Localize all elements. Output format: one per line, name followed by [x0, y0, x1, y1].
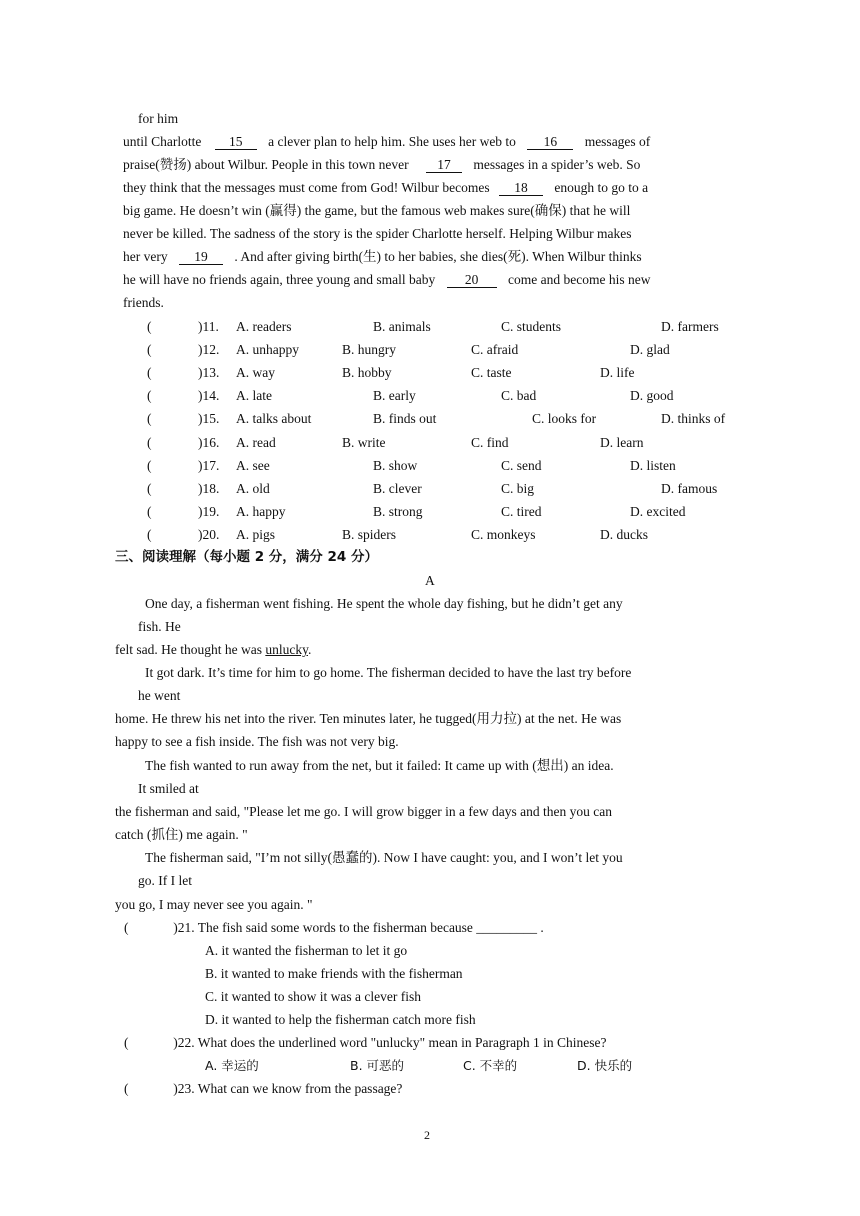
cloze-text: her very — [123, 249, 168, 264]
option-b: B. strong — [373, 503, 423, 519]
cloze-question-row — [0, 480, 860, 498]
cloze-question-row — [0, 387, 860, 405]
option-a: A. it wanted the fisherman to let it go — [205, 943, 408, 958]
question-number: )17. — [198, 457, 220, 473]
question-22 — [124, 1034, 607, 1052]
question-21 — [124, 919, 544, 937]
question-number: )19. — [198, 503, 220, 519]
option-a: A. happy — [236, 503, 286, 519]
cloze-line: never be killed. The sadness of the story is the spider Charlotte herself. Helping Wilbur makes — [123, 226, 632, 241]
passage-text: . — [307, 642, 312, 657]
option-d: D. 快乐的 — [577, 1058, 633, 1073]
option-c: C. bad — [501, 388, 537, 404]
passage-line: The fish wanted to run away from the net, but it failed: It came up with (想出) an idea. — [145, 758, 614, 773]
option-b: B. show — [373, 457, 418, 473]
option-a: A. readers — [236, 319, 292, 334]
underlined-word: unlucky — [265, 642, 308, 657]
passage-line: One day, a fisherman went fishing. He spent the whole day fishing, but he didn’t get any — [145, 596, 623, 611]
option-b: B. hungry — [342, 342, 396, 358]
option-d: D. life — [600, 365, 635, 381]
option-b: B. animals — [373, 319, 431, 334]
blank-15: 15 — [215, 134, 257, 150]
passage-line — [115, 641, 311, 659]
option-d: D. farmers — [661, 319, 719, 334]
question-stem: )21. The fish said some words to the fisherman because _________ . — [173, 920, 544, 935]
option-b: B. finds out — [373, 411, 437, 427]
section-title: 三、阅读理解（每小题 2 分，满分 24 分） — [115, 549, 378, 565]
answer-paren: ( — [124, 1035, 129, 1050]
option-d: D. it wanted to help the fisherman catch more fish — [205, 1012, 476, 1027]
cloze-text: enough to go to a — [554, 180, 649, 195]
question-22-options — [0, 1057, 860, 1075]
option-b: B. 可恶的 — [350, 1058, 405, 1073]
option-b: B. clever — [373, 480, 422, 496]
option-b: B. it wanted to make friends with the fisherman — [205, 966, 463, 981]
question-stem: )22. What does the underlined word "unlucky" mean in Paragraph 1 in Chinese? — [173, 1035, 607, 1050]
question-number: )12. — [198, 342, 220, 358]
cloze-question-row — [0, 434, 860, 452]
passage-line: he went — [138, 688, 181, 703]
option-a: A. read — [236, 434, 276, 450]
answer-paren: ( — [147, 480, 152, 496]
option-a: A. pigs — [236, 526, 276, 542]
answer-paren: ( — [147, 319, 152, 334]
cloze-question-row — [0, 364, 860, 382]
cloze-question-row — [0, 410, 860, 428]
option-c: C. monkeys — [471, 526, 536, 542]
option-b: B. early — [373, 388, 416, 404]
blank-19: 19 — [179, 249, 223, 265]
option-a: A. late — [236, 388, 272, 404]
option-c: C. looks for — [532, 411, 597, 427]
option-c: C. afraid — [471, 342, 519, 358]
question-number: )13. — [198, 365, 220, 381]
passage-line: It got dark. It’s time for him to go home. The fisherman decided to have the last try before — [145, 665, 632, 680]
blank-20: 20 — [447, 272, 497, 288]
cloze-question-row — [0, 341, 860, 359]
cloze-line: for him — [138, 111, 179, 126]
cloze-question-row — [0, 457, 860, 475]
cloze-question-row — [0, 503, 860, 521]
passage-line: catch (抓住) me again. " — [115, 827, 248, 842]
option-b: B. hobby — [342, 365, 392, 381]
option-d: D. glad — [630, 342, 670, 358]
cloze-line — [123, 248, 642, 266]
option-c: C. 不幸的 — [463, 1058, 518, 1073]
question-23 — [124, 1080, 402, 1098]
question-number: )15. — [198, 411, 220, 427]
option-d: D. thinks of — [661, 411, 726, 427]
option-c: C. big — [501, 480, 535, 496]
page-number: 2 — [424, 1128, 430, 1142]
passage-line: fish. He — [138, 619, 181, 634]
blank-18: 18 — [499, 180, 543, 196]
passage-line: The fisherman said, "I’m not silly(愚蠢的). Now I have caught: you, and I won’t let you — [145, 850, 623, 865]
answer-paren: ( — [147, 434, 152, 450]
cloze-line — [123, 133, 650, 151]
option-a: A. old — [236, 480, 270, 496]
blank-17: 17 — [426, 157, 462, 173]
cloze-text: until Charlotte — [123, 134, 202, 149]
option-a: A. way — [236, 365, 275, 381]
question-number: )18. — [198, 480, 220, 496]
answer-paren: ( — [147, 526, 152, 542]
option-c: C. students — [501, 319, 562, 334]
option-c: C. it wanted to show it was a clever fish — [205, 989, 421, 1004]
cloze-text: praise(赞扬) about Wilbur. People in this town never — [123, 157, 409, 172]
cloze-text: he will have no friends again, three young and small baby — [123, 272, 436, 287]
answer-paren: ( — [124, 920, 129, 935]
cloze-question-row — [0, 318, 860, 336]
cloze-text: messages of — [584, 134, 651, 149]
passage-text: felt sad. He thought he was — [115, 642, 262, 657]
passage-line: go. If I let — [138, 873, 192, 888]
cloze-line — [123, 271, 651, 289]
cloze-line — [123, 156, 640, 174]
cloze-question-row — [0, 526, 860, 544]
option-b: B. write — [342, 434, 386, 450]
option-d: D. ducks — [600, 526, 648, 542]
passage-line: the fisherman and said, "Please let me go. I will grow bigger in a few days and then you can — [115, 804, 612, 819]
option-d: D. listen — [630, 457, 676, 473]
option-a: A. 幸运的 — [205, 1058, 259, 1073]
option-c: C. send — [501, 457, 542, 473]
passage-line: It smiled at — [138, 781, 199, 796]
answer-paren: ( — [147, 388, 152, 404]
passage-line: you go, I may never see you again. " — [115, 897, 313, 912]
cloze-text: . And after giving birth(生) to her babies, she dies(死). When Wilbur thinks — [234, 249, 642, 264]
answer-paren: ( — [147, 365, 152, 381]
cloze-text: they think that the messages must come from God! Wilbur becomes — [123, 180, 490, 195]
question-stem: )23. What can we know from the passage? — [173, 1081, 403, 1096]
option-a: A. unhappy — [236, 342, 299, 358]
option-d: D. learn — [600, 434, 644, 450]
option-a: A. talks about — [236, 411, 312, 427]
option-c: C. taste — [471, 365, 512, 381]
answer-paren: ( — [147, 503, 152, 519]
cloze-text: a clever plan to help him. She uses her web to — [268, 134, 516, 149]
option-d: D. famous — [661, 480, 718, 496]
option-d: D. good — [630, 388, 674, 404]
passage-label: A — [425, 573, 435, 588]
question-number: )20. — [198, 526, 220, 542]
passage-line: happy to see a fish inside. The fish was not very big. — [115, 734, 399, 749]
question-number: )16. — [198, 434, 220, 450]
cloze-line — [123, 179, 648, 197]
cloze-line: big game. He doesn’t win (赢得) the game, but the famous web makes sure(确保) that he will — [123, 203, 631, 218]
answer-paren: ( — [124, 1081, 129, 1096]
option-c: C. tired — [501, 503, 542, 519]
option-c: C. find — [471, 434, 509, 450]
answer-paren: ( — [147, 457, 152, 473]
option-d: D. excited — [630, 503, 686, 519]
cloze-text: come and become his new — [508, 272, 651, 287]
question-number: )14. — [198, 388, 220, 404]
cloze-line: friends. — [123, 295, 164, 310]
cloze-text: messages in a spider’s web. So — [473, 157, 641, 172]
option-a: A. see — [236, 457, 270, 473]
option-b: B. spiders — [342, 526, 396, 542]
answer-paren: ( — [147, 411, 152, 427]
passage-line: home. He threw his net into the river. Ten minutes later, he tugged(用力拉) at the net. He was — [115, 711, 622, 726]
question-number: )11. — [198, 319, 219, 334]
answer-paren: ( — [147, 342, 152, 358]
blank-16: 16 — [527, 134, 573, 150]
